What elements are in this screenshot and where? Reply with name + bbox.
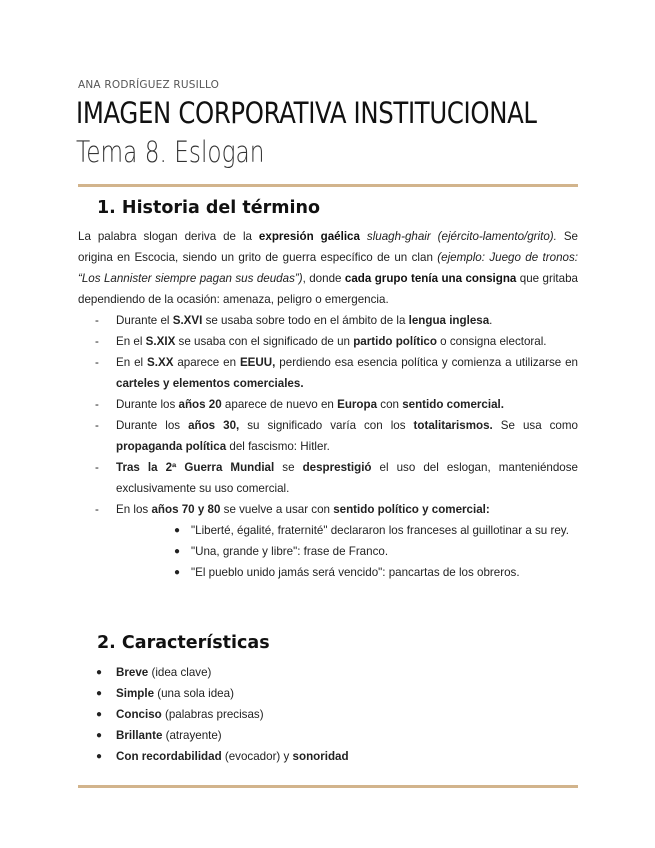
intro-text: Se origina en Escocia, siendo un grito de guerra específico de un clan [78, 230, 579, 264]
list-item: - En el S.XIX se usaba con el significado de un partido político o consigna electoral. [78, 331, 578, 352]
bullet-icon: ● [174, 525, 181, 536]
document-subtitle: Tema 8. Eslogan [76, 135, 265, 169]
history-list [78, 310, 578, 583]
dash-marker: - [95, 503, 99, 516]
slogan-examples-list [116, 520, 578, 583]
list-item: - Durante el S.XVI se usaba sobre todo en el ámbito de la lengua inglesa. [78, 310, 578, 331]
intro-text: , donde [302, 272, 345, 285]
top-divider [78, 184, 578, 187]
bullet-icon: ● [174, 546, 181, 557]
list-item: - Tras la 2ª Guerra Mundial se desprestigió el uso del eslogan, manteniéndose exclusivamente su uso comercial. [78, 457, 578, 499]
bullet-icon: ● [174, 567, 181, 578]
dash-marker: - [95, 314, 99, 327]
document-title: IMAGEN CORPORATIVA INSTITUCIONAL [76, 96, 537, 130]
bullet-icon: ● [96, 667, 103, 678]
bullet-icon: ● [96, 730, 103, 741]
dash-marker: - [95, 419, 99, 432]
list-item: - Durante los años 30, su significado varía con los totalitarismos. Se usa como propaganda política del fascismo: Hitler. [78, 415, 578, 457]
list-item: ● "El pueblo unido jamás será vencido": pancartas de los obreros. [116, 562, 578, 583]
bullet-icon: ● [96, 751, 103, 762]
intro-text: La palabra slogan deriva de la [78, 230, 259, 243]
dash-marker: - [95, 398, 99, 411]
list-item: - Durante los años 20 aparece de nuevo en Europa con sentido comercial. [78, 394, 578, 415]
list-item: - En el S.XX aparece en EEUU, perdiendo esa esencia política y comienza a utilizarse en carteles y elementos comerciales. [78, 352, 578, 394]
intro-italic: (ejemplo: Juego de tronos: “Los Lannister siempre pagan sus deudas”) [78, 251, 578, 285]
author-name: ANA RODRÍGUEZ RUSILLO [78, 79, 220, 91]
list-item: ● "Una, grande y libre": frase de Franco. [116, 541, 578, 562]
list-item: ● Breve (idea clave) [78, 662, 578, 683]
characteristics-list [78, 662, 578, 767]
list-item: ● "Liberté, égalité, fraternité" declararon los franceses al guillotinar a su rey. [116, 520, 578, 541]
section-heading-caracteristicas: 2. Características [97, 633, 270, 653]
bullet-icon: ● [96, 688, 103, 699]
dash-marker: - [95, 461, 99, 474]
list-item: ● Brillante (atrayente) [78, 725, 578, 746]
intro-text: que gritaba dependiendo de la ocasión: amenaza, peligro o emergencia. [78, 272, 578, 306]
bottom-divider [78, 785, 578, 788]
dash-marker: - [95, 335, 99, 348]
dash-marker: - [95, 356, 99, 369]
intro-bold: expresión gaélica [258, 230, 360, 243]
section-heading-historia: 1. Historia del término [97, 198, 320, 218]
list-item: ● Conciso (palabras precisas) [78, 704, 578, 725]
intro-paragraph [78, 226, 578, 310]
intro-bold: cada grupo tenía una consigna [344, 272, 517, 285]
list-item: - En los años 70 y 80 se vuelve a usar con sentido político y comercial: ● "Liberté, égalité, fraternité" declararon los franceses al guillotinar a su rey. ● "Una, grande y libre": frase de Franco. ● "El pueblo unido jamás será vencido": pancartas de los obreros. [78, 499, 578, 583]
list-item: ● Simple (una sola idea) [78, 683, 578, 704]
bullet-icon: ● [96, 709, 103, 720]
list-item: ● Con recordabilidad (evocador) y sonoridad [78, 746, 578, 767]
intro-italic: sluagh-ghair (ejército-lamento/grito). [359, 230, 557, 243]
